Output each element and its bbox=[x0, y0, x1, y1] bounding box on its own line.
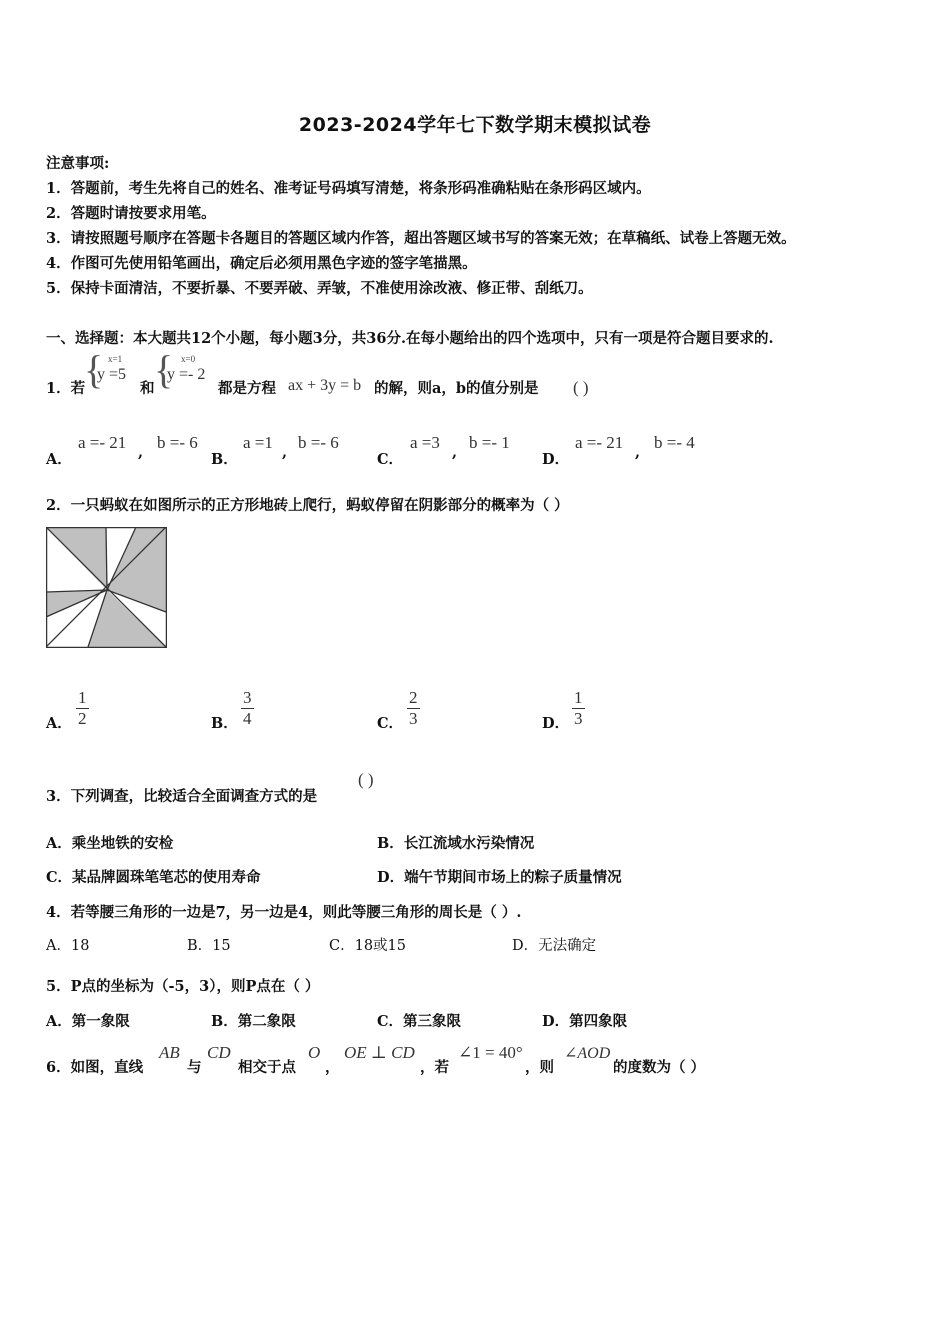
q1-option-b-p2: b =- 6 bbox=[298, 433, 339, 452]
q1-option-b-comma: , bbox=[282, 444, 288, 461]
q2-option-a-den: 2 bbox=[78, 709, 87, 728]
q2-option-d-den: 3 bbox=[574, 709, 583, 728]
q2-square-tile-figure bbox=[46, 527, 167, 648]
q1-equation: ax + 3y = b bbox=[288, 377, 362, 394]
q3-option-d: D．端午节期间市场上的粽子质量情况 bbox=[377, 869, 622, 886]
q2-text: 2．一只蚂蚁在如图所示的正方形地砖上爬行，蚂蚁停留在阴影部分的概率为（ ） bbox=[46, 497, 569, 514]
q2-option-b-fraction bbox=[241, 688, 254, 729]
q1-option-b-letter: B． bbox=[211, 451, 238, 468]
q2-option-b-num: 3 bbox=[243, 688, 252, 707]
q3-option-c: C．某品牌圆珠笔笔芯的使用寿命 bbox=[46, 869, 261, 886]
q5-option-d: D．第四象限 bbox=[542, 1013, 628, 1030]
q4-option-c: C．18或15 bbox=[329, 938, 406, 954]
q2-option-c-num: 2 bbox=[409, 688, 418, 707]
q2-option-c-letter: C． bbox=[377, 715, 404, 732]
notice-item-2: 2．答题时请按要求用笔。 bbox=[46, 205, 216, 222]
q1-option-a-letter: A． bbox=[46, 451, 72, 468]
notice-item-5: 5．保持卡面清洁，不要折暴、不要弄破、弄皱，不准使用涂改液、修正带、刮纸刀。 bbox=[46, 280, 593, 297]
q6-text-1: 6．如图，直线 bbox=[46, 1059, 144, 1076]
q6-text-5: ，若 bbox=[420, 1059, 449, 1076]
q1-option-c-p2: b =- 1 bbox=[469, 433, 510, 452]
q1-option-d-p2: b =- 4 bbox=[654, 433, 695, 452]
q1-mid: 都是方程 bbox=[218, 380, 276, 397]
q1-answer-bracket: ( ) bbox=[573, 378, 589, 397]
q1-and: 和 bbox=[140, 380, 155, 397]
q1-sys1-top: x=1 bbox=[108, 354, 123, 364]
q5-text: 5．P点的坐标为（-5，3），则P点在（ ） bbox=[46, 978, 320, 995]
section-heading: 一、选择题：本大题共12个小题，每小题3分，共36分.在每小题给出的四个选项中，只有一项是符合题目要求的. bbox=[46, 330, 774, 347]
q2-option-a-num: 1 bbox=[78, 688, 87, 707]
notice-heading: 注意事项: bbox=[46, 155, 110, 172]
q1-prefix: 1．若 bbox=[46, 380, 86, 397]
q1-option-c-letter: C． bbox=[377, 451, 404, 468]
q6-math-oe-perp-cd: OE ⊥ CD bbox=[344, 1043, 415, 1062]
q4-option-d: D．无法确定 bbox=[512, 938, 597, 954]
q1-option-c-comma: , bbox=[452, 444, 458, 461]
q1-option-b-p1: a =1 bbox=[243, 433, 273, 452]
q2-option-a-letter: A． bbox=[46, 715, 72, 732]
q3-answer-bracket: ( ) bbox=[358, 770, 374, 789]
q6-math-ab: AB bbox=[159, 1043, 180, 1062]
q2-option-b-letter: B． bbox=[211, 715, 238, 732]
q6-text-6: ，则 bbox=[525, 1059, 554, 1076]
q3-option-a: A．乘坐地铁的安检 bbox=[46, 835, 174, 852]
q4-option-a: A．18 bbox=[46, 938, 90, 954]
q2-option-d-letter: D． bbox=[542, 715, 570, 732]
q2-option-c-fraction bbox=[407, 688, 420, 729]
q6-text-4: ， bbox=[325, 1059, 340, 1076]
q1-option-a-p1: a =- 21 bbox=[78, 433, 127, 452]
q2-option-d-num: 1 bbox=[574, 688, 583, 707]
q6-math-angle-aod: ∠AOD bbox=[564, 1045, 611, 1062]
q5-option-c: C．第三象限 bbox=[377, 1013, 462, 1030]
q5-option-a: A．第一象限 bbox=[46, 1013, 130, 1030]
page-title: 2023-2024学年七下数学期末模拟试卷 bbox=[298, 114, 652, 136]
q1-option-d-letter: D． bbox=[542, 451, 570, 468]
q2-option-c-den: 3 bbox=[409, 709, 418, 728]
q2-option-b-den: 4 bbox=[243, 709, 252, 728]
q3-option-b: B．长江流域水污染情况 bbox=[377, 835, 535, 852]
q6-text-3: 相交于点 bbox=[238, 1059, 296, 1076]
q1-sys2-top: x=0 bbox=[181, 354, 196, 364]
q6-math-cd: CD bbox=[207, 1043, 231, 1062]
q6-text-7: 的度数为（ ） bbox=[613, 1059, 706, 1076]
q5-option-b: B．第二象限 bbox=[211, 1013, 296, 1030]
q4-option-b: B．15 bbox=[187, 938, 231, 954]
q2-option-a-fraction bbox=[76, 688, 89, 729]
q1-suffix: 的解，则a，b的值分别是 bbox=[374, 380, 539, 397]
q1-option-a-p2: b =- 6 bbox=[157, 433, 198, 452]
q1-brace-1: { bbox=[84, 347, 104, 392]
q4-text: 4．若等腰三角形的一边是7，另一边是4，则此等腰三角形的周长是（ ）. bbox=[46, 904, 522, 921]
notice-item-3: 3．请按照题号顺序在答题卡各题目的答题区域内作答，超出答题区域书写的答案无效；在草稿纸、试卷上答题无效。 bbox=[46, 230, 796, 247]
q1-option-c-p1: a =3 bbox=[410, 433, 440, 452]
q1-option-d-p1: a =- 21 bbox=[575, 433, 624, 452]
q2-option-d-fraction bbox=[572, 688, 585, 729]
q1-sys2-bottom: y =- 2 bbox=[167, 366, 206, 383]
q6-math-o: O bbox=[308, 1043, 321, 1062]
q6-text-2: 与 bbox=[187, 1059, 202, 1076]
q6-math-angle1: ∠1 = 40° bbox=[458, 1043, 523, 1062]
q1-sys1-bottom: y =5 bbox=[97, 366, 127, 383]
q1-option-d-comma: , bbox=[635, 444, 641, 461]
q3-text: 3．下列调查，比较适合全面调查方式的是 bbox=[46, 788, 318, 805]
notice-item-4: 4．作图可先使用铅笔画出，确定后必须用黑色字迹的签字笔描黑。 bbox=[46, 255, 477, 272]
q1-option-a-comma: , bbox=[138, 444, 144, 461]
notice-item-1: 1．答题前，考生先将自己的姓名、准考证号码填写清楚，将条形码准确粘贴在条形码区域内。 bbox=[46, 180, 651, 197]
q1-brace-2: { bbox=[154, 347, 174, 392]
